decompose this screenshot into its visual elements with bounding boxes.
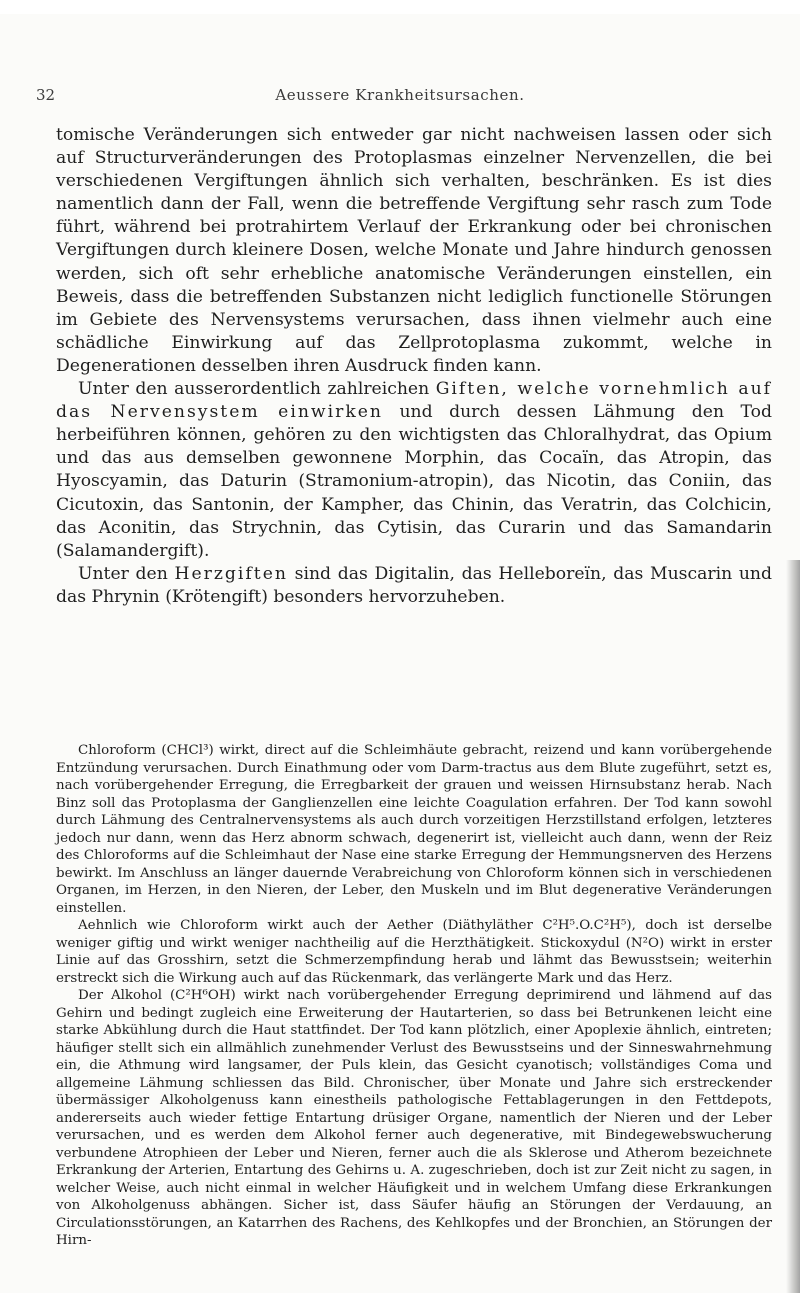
- page-edge-shadow: [786, 560, 800, 1293]
- page-header: [36, 86, 764, 108]
- paragraph-1: tomische Veränderungen sich entweder gar nicht nachweisen lassen oder sich auf Structurveränderungen des Protoplasmas einzelner Nervenzellen, die bei verschiedenen Vergiftungen ähnlich sich verhalten, beschränken. Es ist dies namentlich dann der Fall, wenn die betreffende Vergiftung sehr rasch zum Tode führt, während bei protrahirtem Verlauf der Erkrankung oder bei chronischen Vergiftungen durch kleinere Dosen, welche Monate und Jahre hindurch genossen werden, sich oft sehr erhebliche anatomische Veränderungen einstellen, ein Beweis, dass die betreffenden Substanzen nicht lediglich functionelle Störungen im Gebiete des Nervensystems verursachen, dass ihnen vielmehr auch eine schädliche Einwirkung auf das Zellprotoplasma zukommt, welche in Degenerationen desselben ihren Ausdruck finden kann.: [56, 125, 772, 376]
- paragraph-3-post: sind das Digitalin, das Helleboreïn, das Muscarin und das Phrynin (Krötengift) besonders hervorzuheben.: [56, 563, 772, 607]
- note-aether: Aehnlich wie Chloroform wirkt auch der Aether (Diäthyläther C²H⁵.O.C²H⁵), doch ist derselbe weniger giftig und wirkt weniger nachtheilig auf die Herzthätigkeit. Stickoxydul (N²O) wirkt in erster Linie auf das Grosshirn, setzt die Schmerzempfindung herab und lähmt das Bewusstsein; weiterhin erstreckt sich die Wirkung auch auf das Rückenmark, das verlängerte Mark und das Herz.: [56, 918, 772, 986]
- paragraph-3-emphasis: Herzgiften: [174, 563, 288, 584]
- paragraph-2: [56, 378, 772, 563]
- page-top-margin: [0, 0, 800, 14]
- paragraph-3-pre: Unter den: [78, 563, 175, 584]
- paragraph-2-emphasis: Giften, welche vornehmlich auf das Nervensystem einwirken: [56, 379, 772, 423]
- small-print-notes: [56, 742, 772, 1250]
- running-head: Aeussere Krankheitsursachen.: [275, 86, 525, 104]
- note-alkohol: Der Alkohol (C²H⁶OH) wirkt nach vorübergehender Erregung deprimirend und lähmend auf das Gehirn und bedingt zugleich eine Erweiterung der Hautarterien, so dass bei Betrunkenen leicht eine starke Abkühlung durch die Haut stattfindet. Der Tod kann plötzlich, einer Apoplexie ähnlich, eintreten; häufiger stellt sich ein allmählich zunehmender Verlust des Bewusstseins und der Sinneswahrnehmung ein, die Athmung wird langsamer, der Puls klein, das Gesicht cyanotisch; vollständiges Coma und allgemeine Lähmung schliessen das Bild. Chronischer, über Monate und Jahre sich erstreckender übermässiger Alkoholgenuss kann einestheils pathologische Fettablagerungen in den Fettdepots, andererseits auch wieder fettige Entartung drüsiger Organe, namentlich der Nieren und der Leber verursachen, und es werden dem Alkohol ferner auch degenerative, mit Bindegewebswucherung verbundene Atrophieen der Leber und Nieren, ferner auch die als Sklerose und Atherom bezeichnete Erkrankung der Arterien, Entartung des Gehirns u. A. zugeschrieben, doch ist zur Zeit nicht zu sagen, in welcher Weise, auch nicht einmal in welcher Häufigkeit und in welchem Umfang diese Erkrankungen von Alkoholgenuss abhängen. Sicher ist, dass Säufer häufig an Störungen der Verdauung, an Circulationsstörungen, an Katarrhen des Rachens, des Kehlkopfes und der Bronchien, an Störungen der Hirn-: [56, 988, 772, 1248]
- note-chloroform: Chloroform (CHCl³) wirkt, direct auf die Schleimhäute gebracht, reizend und kann vorübergehende Entzündung verursachen. Durch Einathmung oder vom Darm-tractus aus dem Blute zugeführt, setzt es, nach vorübergehender Erregung, die Erregbarkeit der grauen und weissen Hirnsubstanz herab. Nach Binz soll das Protoplasma der Ganglienzellen eine leichte Coagulation erfahren. Der Tod kann sowohl durch Lähmung des Centralnervensystems als auch durch vorzeitigen Herzstillstand erfolgen, letzteres jedoch nur dann, wenn das Herz abnorm schwach, degenerirt ist, vielleicht auch dann, wenn der Reiz des Chloroforms auf die Schleimhaut der Nase eine starke Erregung der Hemmungsnerven des Herzens bewirkt. Im Anschluss an länger dauernde Verabreichung von Chloroform können sich in verschiedenen Organen, im Herzen, in den Nieren, der Leber, den Muskeln und im Blut degenerative Veränderungen einstellen.: [56, 743, 772, 916]
- main-text: [56, 124, 772, 609]
- page-number: 32: [36, 86, 56, 104]
- paragraph-2-post: und durch dessen Lähmung den Tod herbeiführen können, gehören zu den wichtigsten das Chloralhydrat, das Opium und das aus demselben gewonnene Morphin, das Cocaïn, das Atropin, das Hyoscyamin, das Daturin (Stramonium-atropin), das Nicotin, das Coniin, das Cicutoxin, das Santonin, der Kampher, das Chinin, das Veratrin, das Colchicin, das Aconitin, das Strychnin, das Cytisin, das Curarin und das Samandarin (Salamandergift).: [56, 402, 773, 561]
- paragraph-2-pre: Unter den ausserordentlich zahlreichen: [78, 379, 436, 400]
- paragraph-3: [56, 563, 772, 609]
